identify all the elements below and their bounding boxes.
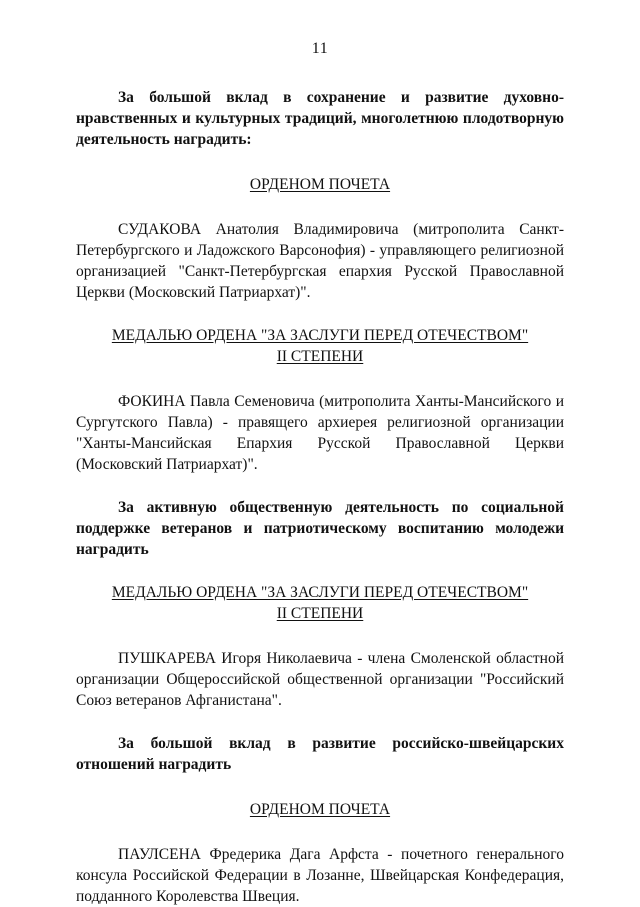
recipient-3: ПУШКАРЕВА Игоря Николаевича - члена Смоленской областной организации Общероссийской общественной организации "Российский Союз ветеранов Афганистана".	[76, 650, 564, 709]
award-heading-3-line2: II СТЕПЕНИ	[276, 605, 364, 622]
award-reason-1: За большой вклад в сохранение и развитие духовно-нравственных и культурных традиций, многолетнюю плодотворную деятельность наградить:	[76, 89, 564, 148]
document-body	[76, 87, 564, 907]
award-reason-3: За активную общественную деятельность по социальной поддержке ветеранов и патриотическому воспитанию молодежи наградить	[76, 499, 564, 558]
recipient-4: ПАУЛСЕНА Фредерика Дага Арфста - почетного генерального консула Российской Федерации в Лозанне, Швейцарская Конфедерация, подданного Королевства Швеция.	[76, 846, 564, 905]
award-heading-2-line2: II СТЕПЕНИ	[276, 348, 364, 365]
award-reason-4: За большой вклад в развитие российско-швейцарских отношений наградить	[76, 735, 564, 773]
page-number: 11	[311, 40, 329, 57]
award-heading-2-line1: МЕДАЛЬЮ ОРДЕНА "ЗА ЗАСЛУГИ ПЕРЕД ОТЕЧЕСТВОМ"	[111, 327, 529, 344]
award-heading-3-line1: МЕДАЛЬЮ ОРДЕНА "ЗА ЗАСЛУГИ ПЕРЕД ОТЕЧЕСТВОМ"	[111, 584, 529, 601]
recipient-2: ФОКИНА Павла Семеновича (митрополита Ханты-Мансийского и Сургутского Павла) - правящего архиерея религиозной организации "Ханты-Мансийская Епархия Русской Православной Церкви (Московский Патриархат)".	[76, 393, 564, 473]
award-heading-1: ОРДЕНОМ ПОЧЕТА	[249, 176, 391, 193]
recipient-1: СУДАКОВА Анатолия Владимировича (митрополита Санкт-Петербургского и Ладожского Варсонофия) - управляющего религиозной организацией "Санкт-Петербургская епархия Русской Православной Церкви (Московский Патриархат)".	[76, 221, 564, 301]
award-heading-4: ОРДЕНОМ ПОЧЕТА	[249, 801, 391, 818]
